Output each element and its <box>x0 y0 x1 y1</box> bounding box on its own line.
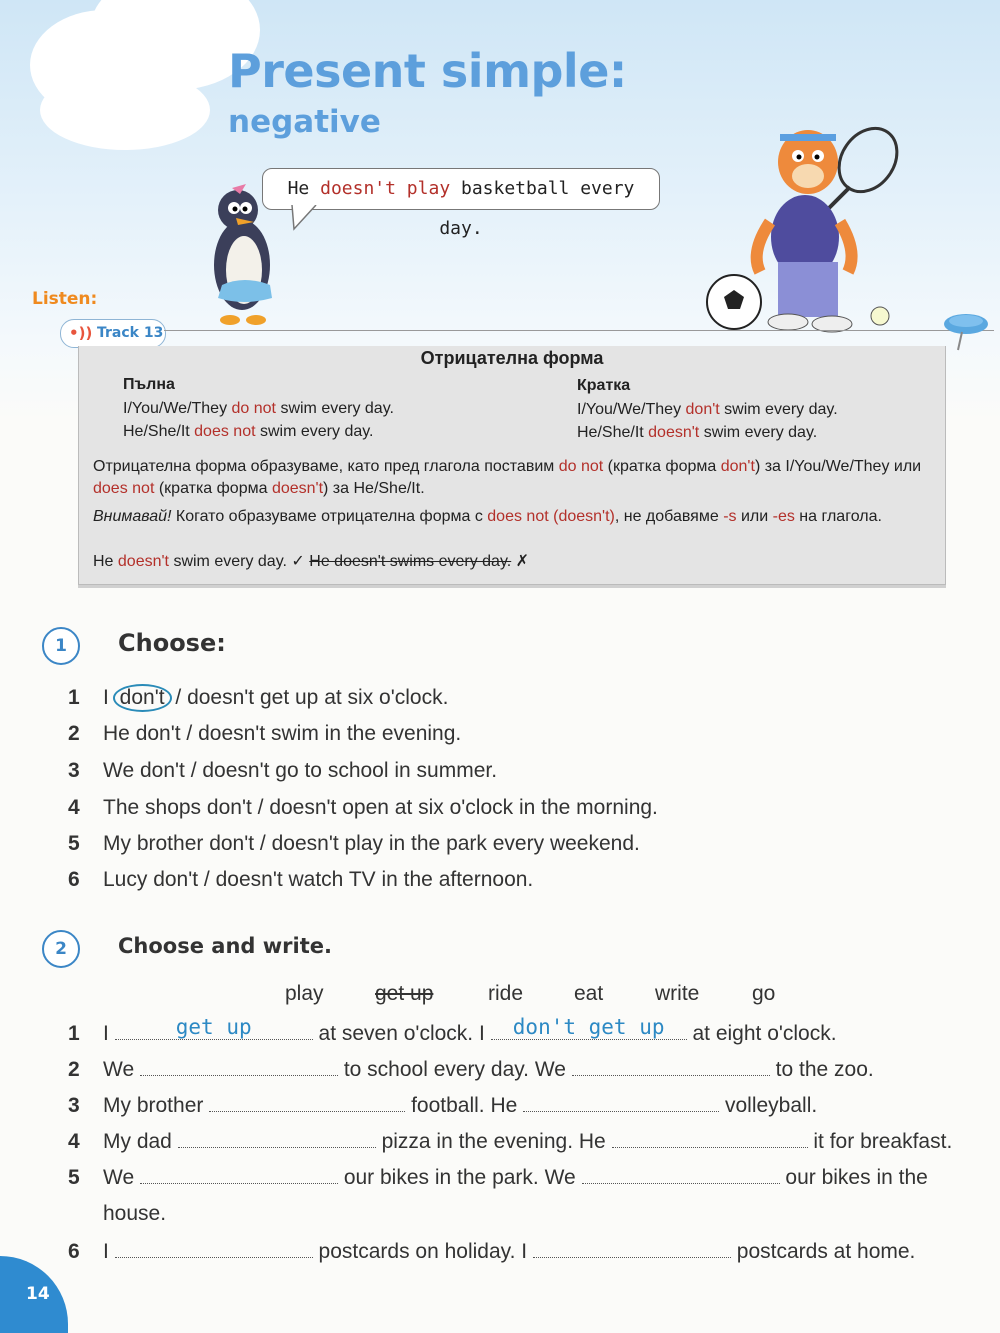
item-text-part: He <box>103 722 136 745</box>
option-dont[interactable]: don't <box>139 759 185 782</box>
answer-blank[interactable] <box>115 1240 313 1258</box>
example-text: He doesn't swim every day. ✓ He doesn't swims every day. ✗ <box>93 553 530 570</box>
item-text: My brother football. He volleyball. <box>103 1094 818 1117</box>
full-form-line: He/She/It does not swim every day. <box>123 423 374 440</box>
word-bank-item: write <box>655 982 700 1005</box>
item-text: I get up at seven o'clock. I don't get up at eight o'clock. <box>103 1015 837 1045</box>
full-form-line: I/You/We/They do not swim every day. <box>123 400 394 417</box>
exercise-heading: Choose: <box>118 629 226 657</box>
answer-blank[interactable] <box>612 1130 808 1148</box>
item-text-part: Lucy <box>103 868 154 891</box>
item-number: 4 <box>68 1130 80 1153</box>
option-dont[interactable]: don't <box>135 722 181 745</box>
item-text: My dad pizza in the evening. He it for breakfast. <box>103 1130 953 1153</box>
exercise-number: 2 <box>42 930 80 968</box>
item-text <box>103 796 658 820</box>
item-text-part: We <box>103 759 140 782</box>
listen-label: Listen: <box>32 289 98 309</box>
page-number: 14 <box>26 1284 50 1304</box>
exercise-item <box>68 1015 988 1050</box>
item-number: 3 <box>68 759 80 782</box>
option-separator: / <box>184 759 203 782</box>
word-bank-item: ride <box>488 982 524 1005</box>
option-doesnt[interactable]: doesn't <box>269 796 337 819</box>
exercise-item <box>68 796 968 824</box>
word-bank <box>0 982 1000 1012</box>
option-doesnt[interactable]: doesn't <box>215 868 283 891</box>
option-doesnt[interactable]: doesn't <box>187 686 255 709</box>
item-text-part: play in the park every weekend. <box>338 832 640 855</box>
item-number: 2 <box>68 1058 80 1081</box>
item-text <box>103 759 497 783</box>
exercise-item <box>68 1130 993 1158</box>
exercise-number: 1 <box>42 627 80 665</box>
answer-blank[interactable] <box>140 1166 338 1184</box>
word-bank-item: play <box>285 982 324 1005</box>
bubble-verb: doesn't play <box>320 178 451 199</box>
answer-text: get up <box>175 1015 252 1039</box>
cloud-decoration <box>40 70 210 150</box>
option-separator: / <box>251 796 270 819</box>
item-text <box>103 722 461 746</box>
exercise-item <box>68 686 968 714</box>
word-bank-item: get up <box>375 982 434 1005</box>
item-text: I postcards on holiday. I postcards at home. <box>103 1240 916 1263</box>
option-dont[interactable]: don't <box>209 832 255 855</box>
item-number: 5 <box>68 1166 80 1189</box>
item-number: 6 <box>68 868 80 891</box>
answer-blank[interactable] <box>533 1240 731 1258</box>
option-separator: / <box>254 832 272 855</box>
answer-blank[interactable] <box>582 1166 780 1184</box>
full-form-heading: Пълна <box>123 376 175 393</box>
page-subtitle: negative <box>228 104 381 140</box>
answer-blank[interactable] <box>491 1015 687 1040</box>
item-text-part: My brother <box>103 832 210 855</box>
item-text <box>103 868 533 892</box>
page-title: Present simple: <box>228 44 627 98</box>
short-form-heading: Кратка <box>577 377 631 394</box>
answer-text: don't get up <box>512 1015 665 1039</box>
exercise-item <box>68 1166 988 1194</box>
item-number: 3 <box>68 1094 80 1117</box>
item-number: 4 <box>68 796 80 819</box>
short-form-line: He/She/It doesn't swim every day. <box>577 424 818 441</box>
exercise-item <box>68 722 968 750</box>
answer-blank[interactable] <box>572 1058 770 1076</box>
divider <box>164 330 994 331</box>
grammar-box <box>78 346 946 585</box>
item-text-part: open at six o'clock in the morning. <box>336 796 658 819</box>
option-dont[interactable]: don't <box>153 868 199 891</box>
answer-blank[interactable] <box>115 1015 313 1040</box>
item-text <box>103 686 448 710</box>
item-number: 5 <box>68 832 80 855</box>
speaker-icon: •)) <box>69 324 93 342</box>
item-text: We to school every day. We to the zoo. <box>103 1058 874 1081</box>
exercise-item <box>68 1240 988 1268</box>
item-text-part: I <box>103 686 115 709</box>
item-number: 6 <box>68 1240 80 1263</box>
exercise-item-continuation <box>68 1202 368 1230</box>
item-number: 1 <box>68 686 80 709</box>
bubble-text: basketball every day. <box>439 178 635 239</box>
item-text: house. <box>103 1202 167 1225</box>
item-number: 1 <box>68 1022 80 1045</box>
item-text <box>103 832 640 856</box>
short-form-line: I/You/We/They don't swim every day. <box>577 401 838 418</box>
option-separator: / <box>169 686 188 709</box>
word-bank-item: eat <box>574 982 604 1005</box>
item-text-part: go to school in summer. <box>269 759 498 782</box>
pin-icon <box>940 310 992 354</box>
option-dont[interactable]: don't <box>113 684 172 712</box>
item-text-part: watch TV in the afternoon. <box>282 868 534 891</box>
item-text-part: swim in the evening. <box>265 722 462 745</box>
answer-blank[interactable] <box>209 1094 405 1112</box>
item-number: 2 <box>68 722 80 745</box>
option-doesnt[interactable]: doesn't <box>202 759 270 782</box>
word-bank-item: go <box>752 982 776 1005</box>
exercise-item <box>68 1094 988 1122</box>
exercise-item <box>68 1058 988 1086</box>
speech-bubble <box>262 168 660 239</box>
option-dont[interactable]: don't <box>206 796 252 819</box>
item-text-part: get up at six o'clock. <box>254 686 449 709</box>
bubble-tail <box>290 205 320 231</box>
option-separator: / <box>180 722 199 745</box>
answer-blank[interactable] <box>523 1094 719 1112</box>
page-number-badge <box>0 1256 68 1333</box>
option-doesnt[interactable]: doesn't <box>198 722 266 745</box>
grammar-title: Отрицателна форма <box>420 348 604 368</box>
exercise-heading: Choose and write. <box>118 934 332 958</box>
answer-blank[interactable] <box>140 1058 338 1076</box>
warning-text: Внимавай! Когато образуваме отрицателна форма с does not (doesn't), не добавяме -s или -es на глагола. <box>93 508 882 525</box>
item-text-part: The shops <box>103 796 207 819</box>
exercise-item <box>68 759 968 787</box>
bubble-text: He <box>287 178 321 199</box>
option-doesnt[interactable]: doesn't <box>271 832 339 855</box>
rule-text: Отрицателна форма образуваме, като пред глагола поставим do not (кратка форма don't) за I/You/We/They или does not (кратка форма doesn't) за He/She/It. <box>93 458 922 497</box>
audio-track-button[interactable] <box>60 319 166 348</box>
exercise-item <box>68 832 968 860</box>
track-label: Track 13 <box>97 325 164 341</box>
item-text: We our bikes in the park. We our bikes in the <box>103 1166 928 1189</box>
exercise-item <box>68 868 968 896</box>
option-separator: / <box>198 868 216 891</box>
answer-blank[interactable] <box>178 1130 376 1148</box>
tiger-illustration <box>690 112 910 342</box>
